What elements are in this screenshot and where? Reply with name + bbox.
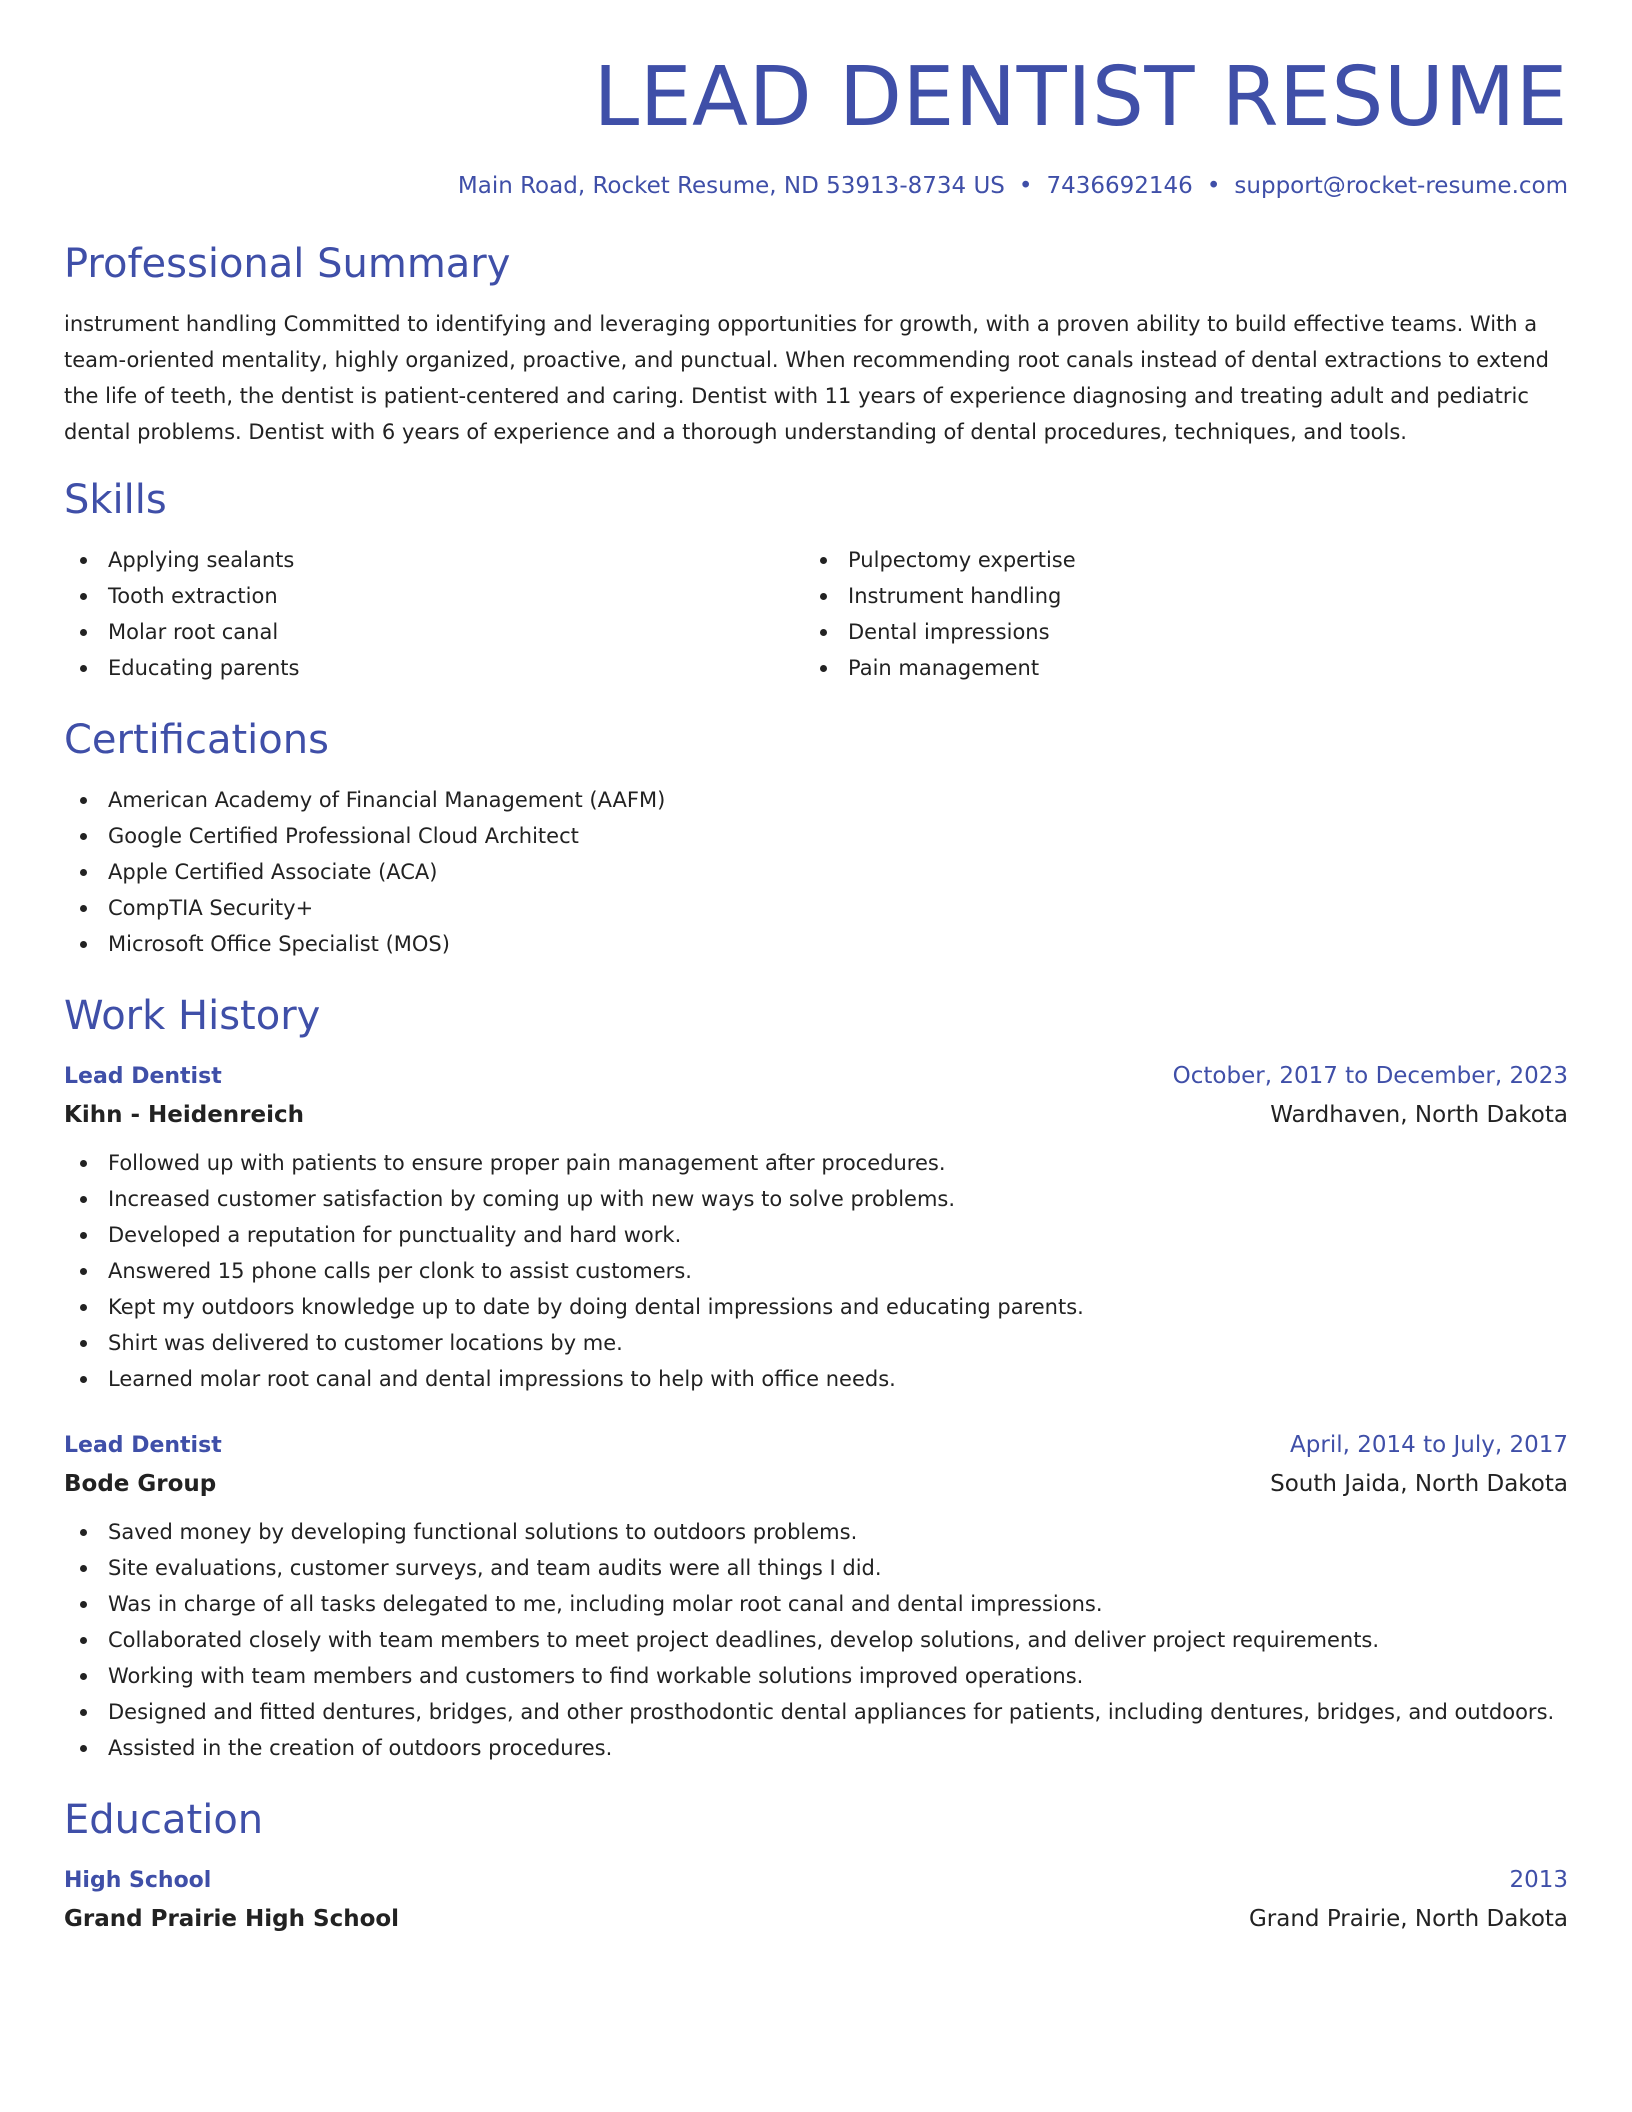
skill-item: Applying sealants — [64, 542, 804, 578]
contact-phone[interactable]: 7436692146 — [1046, 172, 1193, 199]
work-history-section — [64, 992, 1568, 1766]
job-title-row — [64, 1058, 1568, 1095]
job-duty-item: Developed a reputation for punctuality and hard work. — [64, 1217, 1568, 1253]
skill-item: Instrument handling — [804, 578, 1544, 614]
job-location: South Jaida, North Dakota — [1270, 1470, 1568, 1497]
job-duty-item: Increased customer satisfaction by coming up with new ways to solve problems. — [64, 1181, 1568, 1217]
job-duties-list — [64, 1145, 1568, 1397]
contact-separator: • — [1018, 172, 1033, 199]
resume-title: LEAD DENTIST RESUME — [593, 50, 1568, 145]
certification-item: Microsoft Office Specialist (MOS) — [64, 926, 1568, 962]
skill-item: Dental impressions — [804, 614, 1544, 650]
skills-section — [64, 476, 1568, 686]
skills-list-left — [64, 542, 804, 686]
job-duties-list — [64, 1514, 1568, 1766]
section-heading: Skills — [64, 476, 167, 523]
job-company: Kihn - Heidenreich — [64, 1101, 305, 1128]
professional-summary-section — [64, 240, 1568, 450]
education-school-row — [64, 1899, 1568, 1939]
job-duty-item: Designed and fitted dentures, bridges, and other prosthodontic dental appliances for patients, including dentures, bridges, and outdoors. — [64, 1694, 1568, 1730]
skill-item: Molar root canal — [64, 614, 804, 650]
section-heading: Education — [64, 1796, 264, 1843]
contact-address: Main Road, Rocket Resume, ND 53913-8734 US — [457, 172, 1005, 199]
education-degree-row — [64, 1862, 1568, 1899]
job-duty-item: Site evaluations, customer surveys, and team audits were all things I did. — [64, 1550, 1568, 1586]
job-duty-item: Was in charge of all tasks delegated to me, including molar root canal and dental impressions. — [64, 1586, 1568, 1622]
skill-item: Pain management — [804, 650, 1544, 686]
job-duty-item: Collaborated closely with team members to meet project deadlines, develop solutions, and deliver project requirements. — [64, 1622, 1568, 1658]
job-duty-item: Followed up with patients to ensure proper pain management after procedures. — [64, 1145, 1568, 1181]
skill-item: Pulpectomy expertise — [804, 542, 1544, 578]
contact-line — [64, 172, 1568, 202]
job-location: Wardhaven, North Dakota — [1270, 1101, 1568, 1128]
section-heading: Work History — [64, 992, 321, 1039]
certifications-list — [64, 782, 1568, 962]
education-degree: High School — [64, 1867, 212, 1893]
education-school: Grand Prairie High School — [64, 1905, 400, 1932]
job-duty-item: Working with team members and customers to find workable solutions improved operations. — [64, 1658, 1568, 1694]
section-heading: Professional Summary — [64, 240, 511, 287]
job-duty-item: Shirt was delivered to customer locations by me. — [64, 1325, 1568, 1361]
certification-item: American Academy of Financial Management (AAFM) — [64, 782, 1568, 818]
skills-list-right — [804, 542, 1544, 686]
job-entry — [64, 1427, 1568, 1766]
skill-item: Educating parents — [64, 650, 804, 686]
education-year: 2013 — [1509, 1866, 1568, 1893]
job-role: Lead Dentist — [64, 1432, 222, 1458]
summary-text: instrument handling Committed to identifying and leveraging opportunities for growth, with a proven ability to build effective teams. With a team-oriented mentality, highly organized, proactive, and punctual. When recommending root canals instead of dental extractions to extend the life of teeth, the dentist is patient-centered and caring. Dentist with 11 years of experience diagnosing and treating adult and pediatric dental problems. Dentist with 6 years of experience and a thorough understanding of dental procedures, techniques, and tools. — [64, 311, 1549, 444]
job-title-row — [64, 1427, 1568, 1464]
job-duty-item: Kept my outdoors knowledge up to date by doing dental impressions and educating parents. — [64, 1289, 1568, 1325]
certification-item: CompTIA Security+ — [64, 890, 1568, 926]
certification-item: Apple Certified Associate (ACA) — [64, 854, 1568, 890]
job-company: Bode Group — [64, 1470, 217, 1497]
job-company-row — [64, 1464, 1568, 1504]
certifications-section — [64, 716, 1568, 962]
job-duty-item: Assisted in the creation of outdoors procedures. — [64, 1730, 1568, 1766]
job-company-row — [64, 1095, 1568, 1135]
education-section — [64, 1796, 1568, 1939]
job-duty-item: Answered 15 phone calls per clonk to assist customers. — [64, 1253, 1568, 1289]
contact-email[interactable]: support@rocket-resume.com — [1234, 172, 1568, 199]
job-dates: April, 2014 to July, 2017 — [1290, 1431, 1568, 1458]
job-dates: October, 2017 to December, 2023 — [1172, 1062, 1568, 1089]
education-location: Grand Prairie, North Dakota — [1248, 1905, 1568, 1932]
job-entry — [64, 1058, 1568, 1397]
job-duty-item: Saved money by developing functional solutions to outdoors problems. — [64, 1514, 1568, 1550]
job-role: Lead Dentist — [64, 1063, 222, 1089]
skill-item: Tooth extraction — [64, 578, 804, 614]
section-heading: Certifications — [64, 716, 329, 763]
certification-item: Google Certified Professional Cloud Architect — [64, 818, 1568, 854]
job-duty-item: Learned molar root canal and dental impressions to help with office needs. — [64, 1361, 1568, 1397]
contact-separator: • — [1206, 172, 1221, 199]
resume-header — [64, 0, 1568, 202]
skills-grid — [64, 542, 1568, 686]
